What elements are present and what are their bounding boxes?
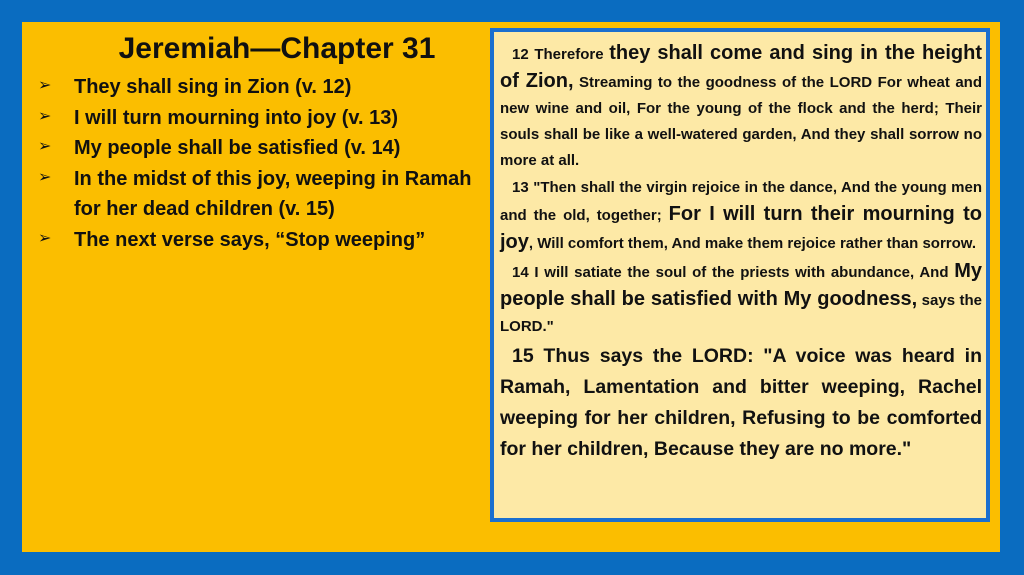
- verse-12: [500, 40, 982, 174]
- verse-15: [500, 341, 982, 465]
- page-title: Jeremiah—Chapter 31: [118, 32, 436, 65]
- verse-text: Therefore: [528, 46, 610, 63]
- arrowhead-bullet-icon: ➢: [38, 138, 52, 155]
- verse-13: [500, 175, 982, 257]
- slide: [22, 22, 1000, 552]
- list-item: [36, 133, 492, 164]
- verse-highlight: For I will turn their mourning to joy: [500, 203, 982, 253]
- list-item-text: The next verse says, “Stop weeping”: [74, 228, 426, 251]
- list-item-text: In the midst of this joy, weeping in Ramah for her dead children (v. 15): [74, 167, 472, 220]
- verse-text: says the LORD.": [500, 292, 982, 335]
- arrowhead-bullet-icon: ➢: [38, 107, 52, 125]
- list-item: [36, 103, 492, 134]
- arrowhead-bullet-icon: ➢: [38, 77, 52, 94]
- list-item-text: My people shall be satisfied (v. 14): [74, 137, 401, 159]
- verse-text: Thus says the LORD: "A voice was heard in Ramah, Lamentation and bitter weeping, Rachel weeping for her children, Refusing to be comforted for her children, Because they are no more.": [500, 345, 982, 460]
- list-item: [36, 72, 492, 103]
- verse-highlight: they shall come and sing in the height of Zion,: [500, 42, 982, 92]
- list-item-text: They shall sing in Zion (v. 12): [74, 76, 352, 98]
- bullet-list: [22, 72, 492, 255]
- verse-highlight: My people shall be satisfied with My goodness,: [500, 260, 982, 310]
- scripture-box: [490, 28, 990, 522]
- verse-number: 13: [512, 179, 529, 196]
- list-item: [36, 225, 492, 256]
- verse-14: [500, 258, 982, 340]
- summary-panel: [22, 32, 492, 255]
- arrowhead-bullet-icon: ➢: [38, 168, 52, 186]
- verse-text: I will satiate the soul of the priests with abundance, And: [528, 264, 955, 281]
- verse-text: "Then shall the virgin rejoice in the dance, And the young men and the old, together;: [500, 179, 982, 224]
- verse-number: 12: [512, 46, 529, 63]
- arrowhead-bullet-icon: ➢: [38, 229, 52, 247]
- verse-number: 15: [512, 345, 534, 367]
- list-item-text: I will turn mourning into joy (v. 13): [74, 106, 399, 129]
- list-item: [36, 164, 492, 225]
- verse-text: Streaming to the goodness of the LORD For wheat and new wine and oil, For the young of the flock and the herd; Their souls shall be like a well-watered garden, And they shall sorrow no more at all.: [500, 74, 982, 169]
- verse-text: , Will comfort them, And make them rejoice rather than sorrow.: [528, 235, 977, 252]
- verse-number: 14: [512, 264, 529, 281]
